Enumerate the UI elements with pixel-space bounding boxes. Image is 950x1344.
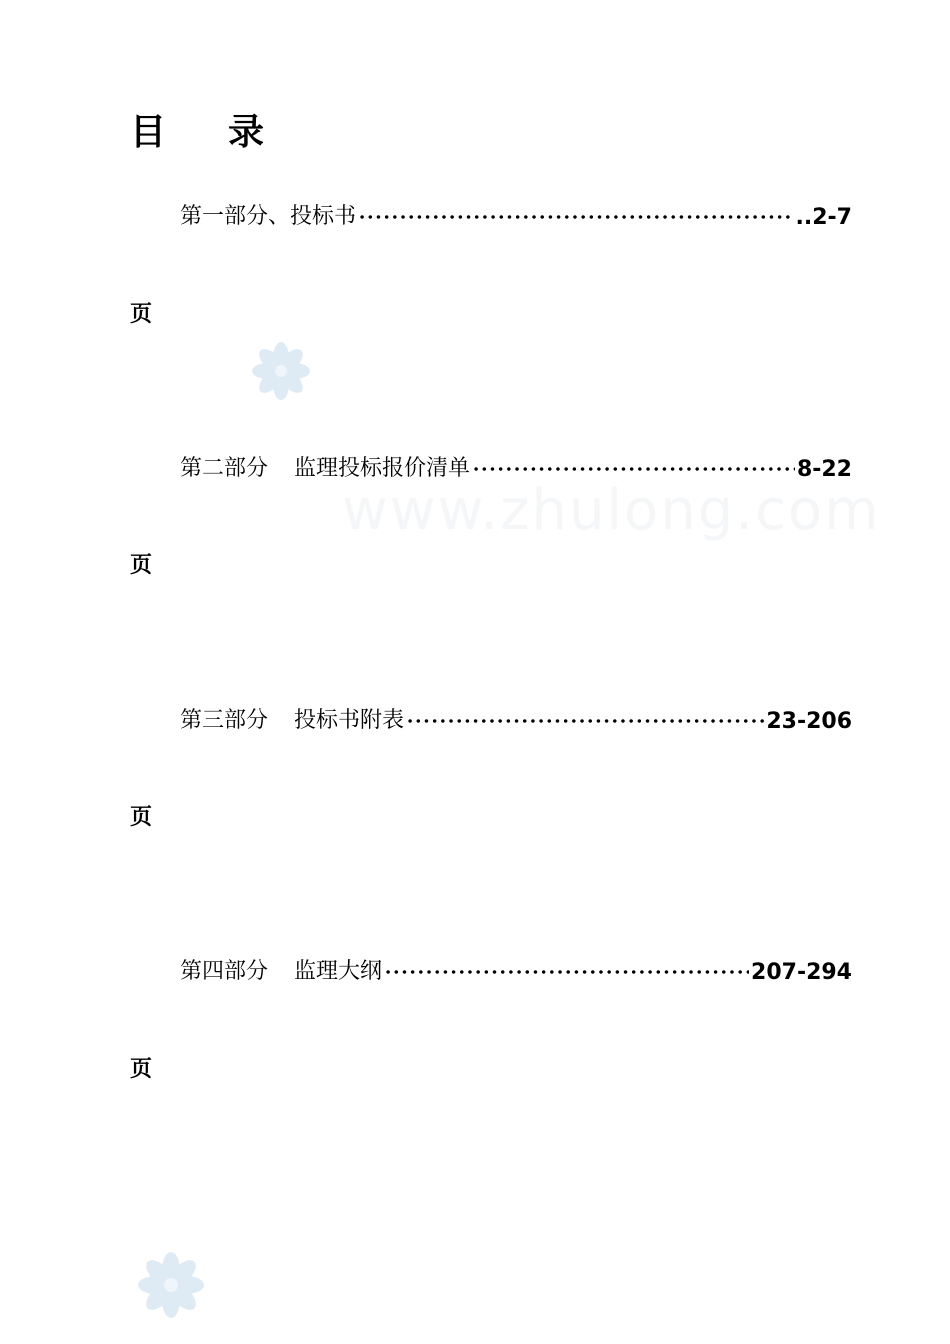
dot-leader: [472, 466, 795, 472]
watermark-text: www.zhulong.com: [342, 478, 881, 543]
toc-page-suffix: 页: [130, 1057, 153, 1082]
dot-leader: [406, 718, 764, 724]
toc-entry-part-4[interactable]: [180, 953, 852, 985]
toc-entry-part: 第二部分: [180, 456, 269, 481]
toc-entry-part: 第一部分、投标书: [180, 204, 357, 229]
toc-page-suffix: 页: [130, 805, 153, 830]
title-char-1: 目: [130, 112, 167, 153]
dot-leader: [358, 214, 794, 220]
toc-entry-label: [180, 703, 404, 734]
toc-entry-title: 监理投标报价清单: [294, 456, 471, 481]
title-char-2: 录: [228, 112, 265, 153]
toc-page-suffix: 页: [130, 553, 153, 578]
watermark-flower-icon: [250, 340, 312, 402]
toc-entry-label: [180, 451, 470, 482]
toc-page-suffix: 页: [130, 302, 153, 327]
toc-entry-pages: 8-22: [796, 457, 852, 482]
toc-entry-pages: ..2-7: [795, 205, 852, 230]
toc-entry-label: [180, 954, 382, 985]
page-title: [130, 104, 264, 155]
toc-entry-part: 第四部分: [180, 959, 269, 984]
toc-entry-title: 监理大纲: [294, 959, 383, 984]
toc-entry-part-1[interactable]: [180, 198, 852, 230]
watermark-flower-icon: [136, 1250, 206, 1320]
toc-entry-title: 投标书附表: [294, 708, 405, 733]
dot-leader: [384, 969, 749, 975]
toc-entry-part-2[interactable]: [180, 450, 852, 482]
toc-entry-part: 第三部分: [180, 708, 269, 733]
toc-entry-part-3[interactable]: [180, 702, 852, 734]
toc-entry-pages: 207-294: [751, 960, 852, 985]
toc-entry-label: [180, 199, 356, 230]
toc-entry-pages: 23-206: [766, 709, 852, 734]
